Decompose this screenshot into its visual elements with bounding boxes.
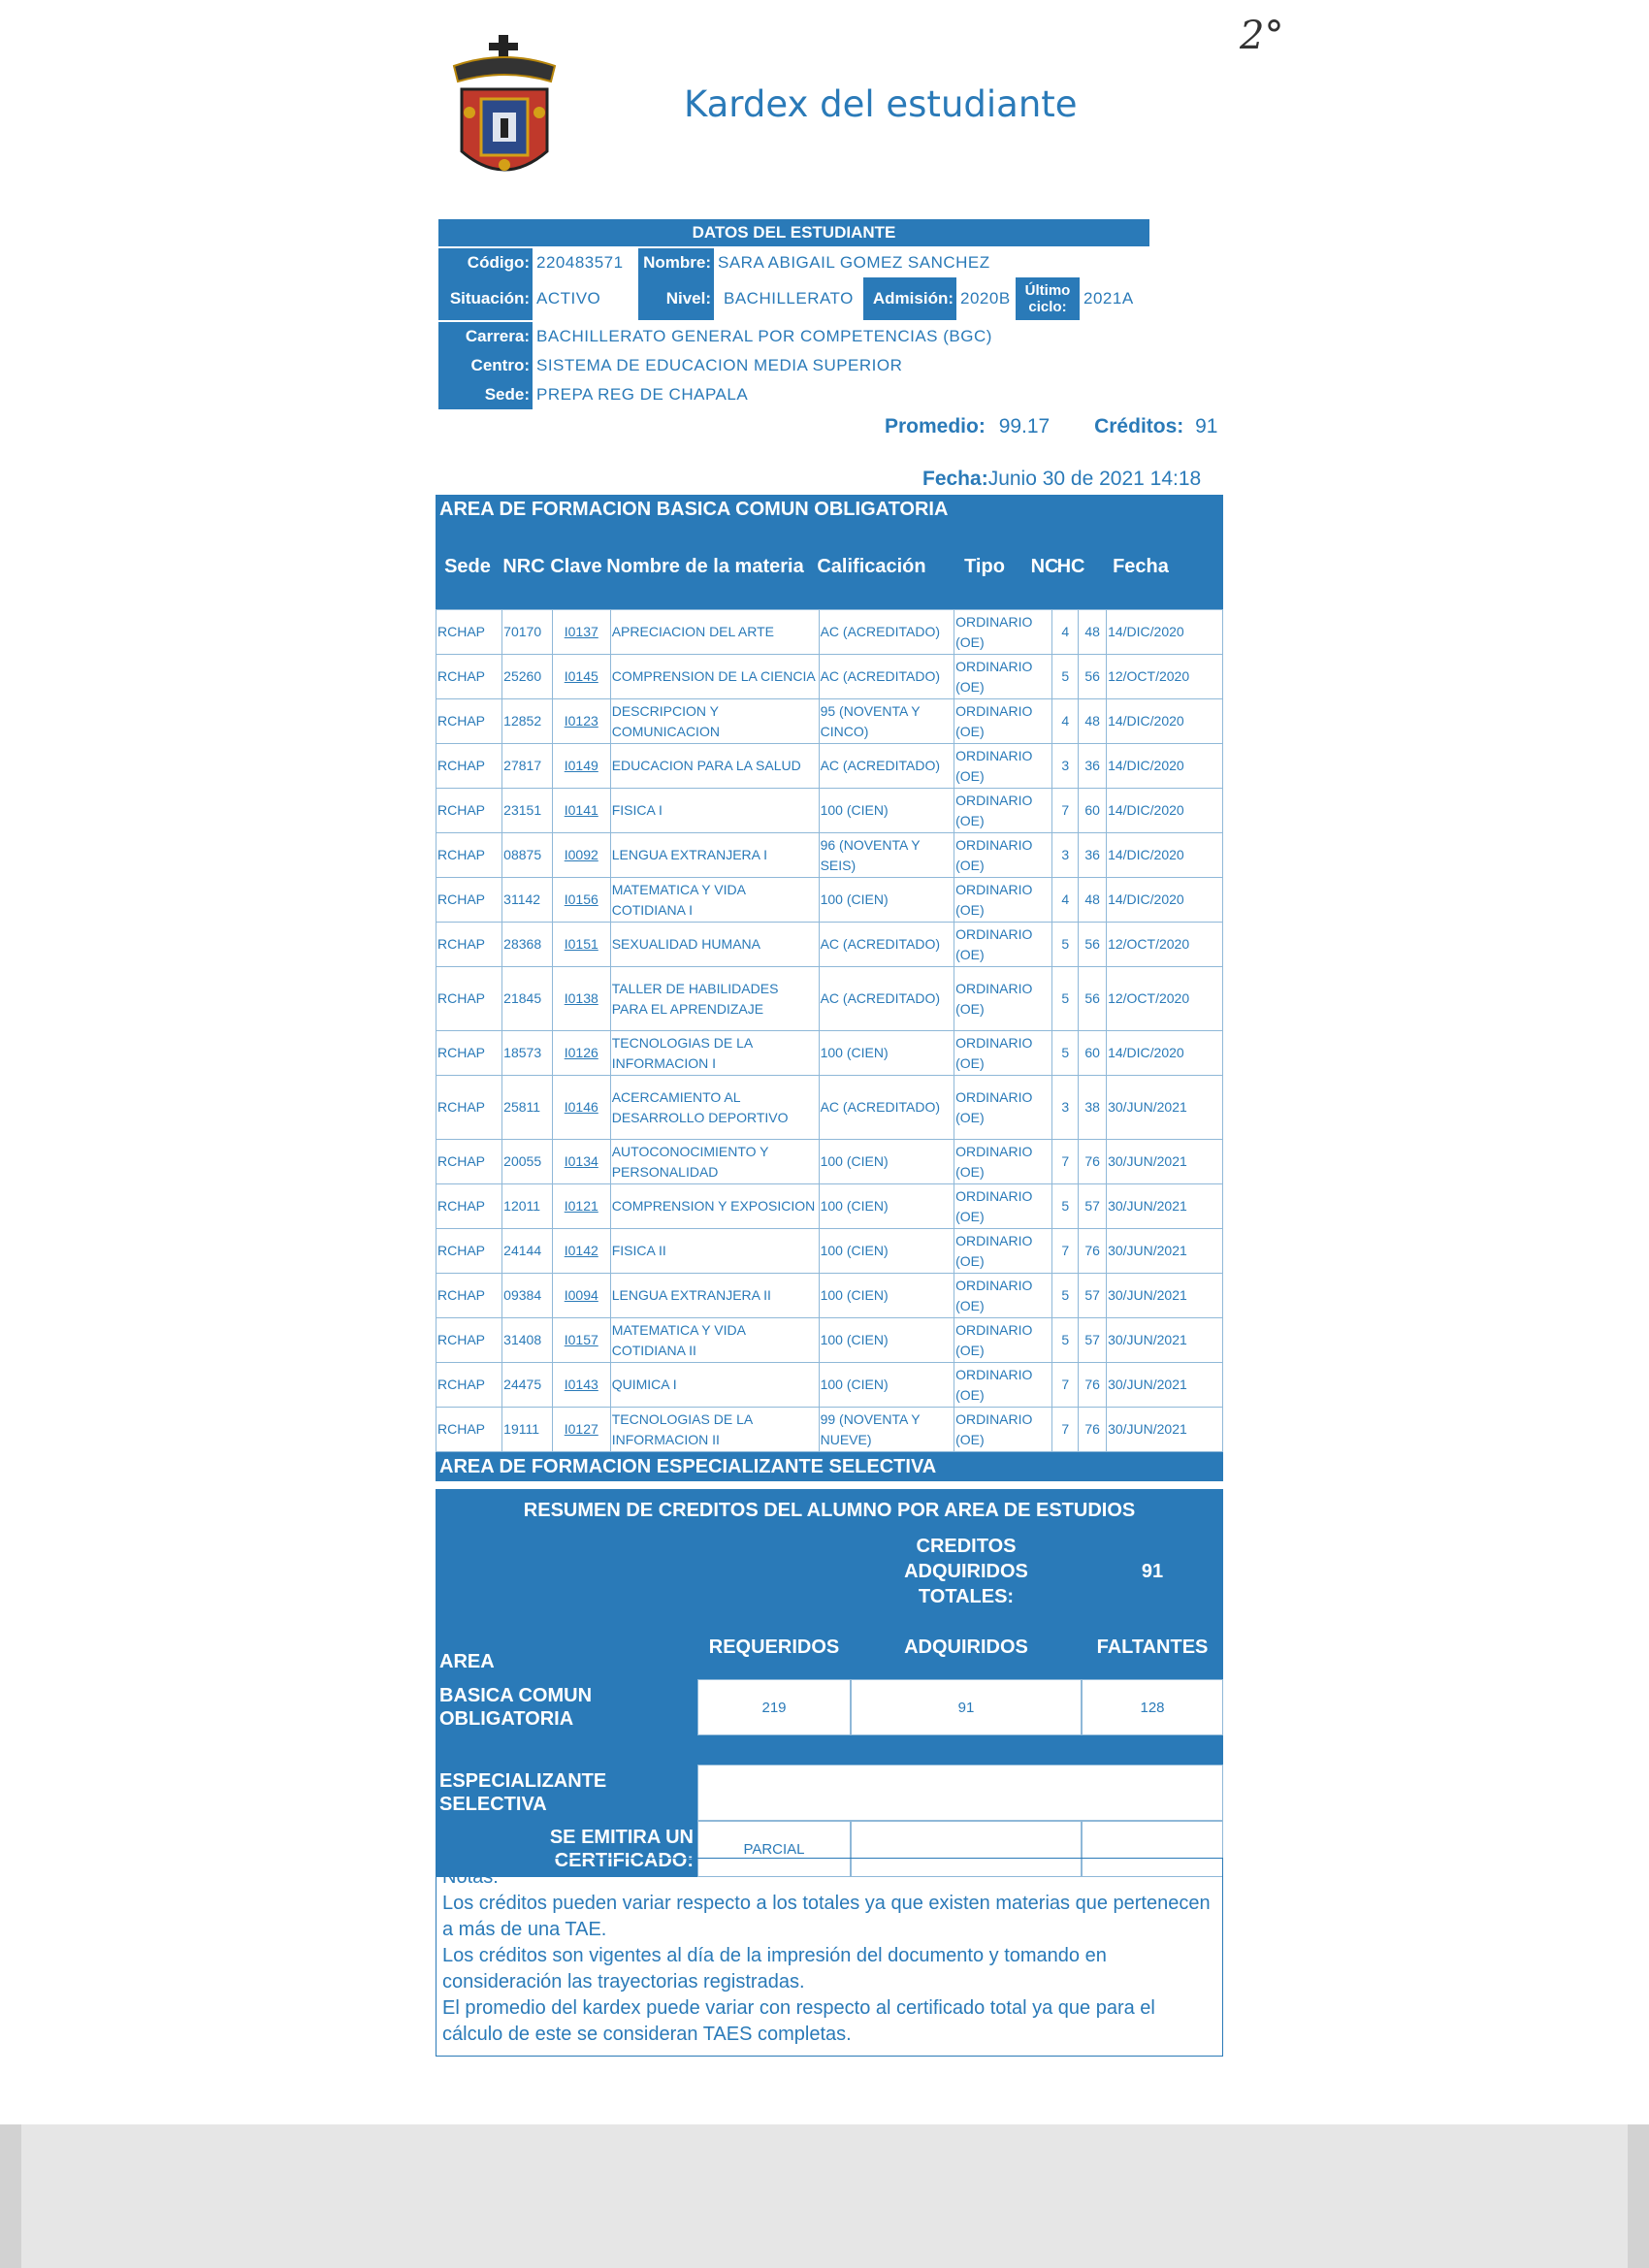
table-row (436, 1363, 1223, 1408)
cell-fecha: 30/JUN/2021 (1107, 1318, 1223, 1363)
cell-nc: 4 (1052, 878, 1079, 923)
cell-nombre: DESCRIPCION Y COMUNICACION (610, 699, 819, 744)
cell-tipo: ORDINARIO (OE) (954, 967, 1052, 1031)
cell-tipo: ORDINARIO (OE) (954, 1140, 1052, 1184)
cell-nc: 5 (1052, 1318, 1079, 1363)
cell-tipo: ORDINARIO (OE) (954, 1274, 1052, 1318)
promedio-line (885, 415, 1217, 438)
cell-clave[interactable]: I0123 (552, 699, 610, 744)
cell-sede: RCHAP (436, 1076, 502, 1140)
col-calificacion: Calificación (817, 556, 926, 577)
cell-calificacion: AC (ACREDITADO) (819, 923, 954, 967)
notes-title: Notas: (442, 1866, 499, 1888)
cell-fecha: 14/DIC/2020 (1107, 789, 1223, 833)
cell-nrc: 12852 (502, 699, 553, 744)
nombre-label: Nombre: (638, 248, 714, 277)
certificado-label: SE EMITIRA UN CERTIFICADO: (436, 1821, 697, 1877)
cell-clave[interactable]: I0146 (552, 1076, 610, 1140)
cell-hc: 57 (1079, 1184, 1107, 1229)
cell-sede: RCHAP (436, 1184, 502, 1229)
carrera-value: BACHILLERATO GENERAL POR COMPETENCIAS (BGC) (536, 327, 992, 345)
cell-sede: RCHAP (436, 1229, 502, 1274)
cell-nrc: 27817 (502, 744, 553, 789)
cell-calificacion: 100 (CIEN) (819, 1140, 954, 1184)
cell-nrc: 19111 (502, 1408, 553, 1452)
cell-clave[interactable]: I0151 (552, 923, 610, 967)
certificado-value: PARCIAL (697, 1821, 851, 1877)
especializante-label: ESPECIALIZANTE SELECTIVA (436, 1765, 697, 1821)
cell-nc: 3 (1052, 1076, 1079, 1140)
notes-box (436, 1858, 1223, 2057)
cell-nrc: 08875 (502, 833, 553, 878)
cell-calificacion: 100 (CIEN) (819, 1318, 954, 1363)
cell-sede: RCHAP (436, 789, 502, 833)
cell-calificacion: AC (ACREDITADO) (819, 655, 954, 699)
cell-calificacion: 100 (CIEN) (819, 1229, 954, 1274)
cell-calificacion: 100 (CIEN) (819, 1031, 954, 1076)
table-row (436, 1140, 1223, 1184)
cell-fecha: 14/DIC/2020 (1107, 833, 1223, 878)
cell-nrc: 70170 (502, 610, 553, 655)
cell-sede: RCHAP (436, 1318, 502, 1363)
table-row (436, 699, 1223, 744)
cell-nc: 7 (1052, 1408, 1079, 1452)
nivel-label: Nivel: (638, 277, 714, 320)
cell-fecha: 30/JUN/2021 (1107, 1408, 1223, 1452)
cell-clave[interactable]: I0142 (552, 1229, 610, 1274)
codigo-value: 220483571 (536, 253, 624, 272)
cell-calificacion: AC (ACREDITADO) (819, 744, 954, 789)
cell-nc: 5 (1052, 1184, 1079, 1229)
requeridos-label: REQUERIDOS (697, 1615, 851, 1679)
cell-hc: 48 (1079, 610, 1107, 655)
cell-nc: 5 (1052, 1031, 1079, 1076)
cell-clave[interactable]: I0149 (552, 744, 610, 789)
note-line: Los créditos pueden variar respecto a los totales ya que existen materias que pertenecen a más de una TAE. (442, 1893, 1211, 1940)
table-row (436, 1229, 1223, 1274)
cell-clave[interactable]: I0141 (552, 789, 610, 833)
centro-value: SISTEMA DE EDUCACION MEDIA SUPERIOR (536, 356, 903, 374)
table-row (436, 1031, 1223, 1076)
especializante-values (697, 1765, 1223, 1821)
creditos-label: Créditos: (1094, 415, 1184, 437)
cell-fecha: 14/DIC/2020 (1107, 699, 1223, 744)
cell-hc: 60 (1079, 789, 1107, 833)
cell-nrc: 24475 (502, 1363, 553, 1408)
cell-clave[interactable]: I0157 (552, 1318, 610, 1363)
admision-label: Admisión: (863, 277, 956, 320)
cell-calificacion: 100 (CIEN) (819, 1274, 954, 1318)
note-line: Los créditos son vigentes al día de la impresión del documento y tomando en consideración las trayectorias registradas. (442, 1945, 1107, 1993)
col-sede: Sede (444, 556, 491, 577)
basica-requeridos: 219 (697, 1679, 851, 1735)
cell-sede: RCHAP (436, 1408, 502, 1452)
cell-clave[interactable]: I0145 (552, 655, 610, 699)
ultimo-ciclo-value: 2021A (1083, 289, 1134, 308)
cell-tipo: ORDINARIO (OE) (954, 923, 1052, 967)
cell-tipo: ORDINARIO (OE) (954, 833, 1052, 878)
cell-sede: RCHAP (436, 1140, 502, 1184)
cell-clave[interactable]: I0137 (552, 610, 610, 655)
cell-nc: 5 (1052, 967, 1079, 1031)
cell-nrc: 28368 (502, 923, 553, 967)
cell-calificacion: 100 (CIEN) (819, 789, 954, 833)
cell-tipo: ORDINARIO (OE) (954, 1031, 1052, 1076)
cell-fecha: 30/JUN/2021 (1107, 1184, 1223, 1229)
cell-hc: 76 (1079, 1229, 1107, 1274)
cell-nc: 3 (1052, 744, 1079, 789)
cell-nc: 5 (1052, 1274, 1079, 1318)
courses-table (436, 495, 1223, 1481)
cell-nombre: MATEMATICA Y VIDA COTIDIANA I (610, 878, 819, 923)
cell-calificacion: AC (ACREDITADO) (819, 1076, 954, 1140)
fecha-label: Fecha: (922, 468, 988, 490)
cell-nc: 5 (1052, 655, 1079, 699)
cell-fecha: 30/JUN/2021 (1107, 1363, 1223, 1408)
cell-calificacion: 100 (CIEN) (819, 1184, 954, 1229)
cell-nc: 7 (1052, 1363, 1079, 1408)
scan-right-strip (1628, 2124, 1649, 2268)
cell-sede: RCHAP (436, 1363, 502, 1408)
cell-nrc: 24144 (502, 1229, 553, 1274)
fecha-value: Junio 30 de 2021 14:18 (987, 468, 1202, 490)
admision-value: 2020B (960, 289, 1011, 308)
cell-nombre: AUTOCONOCIMIENTO Y PERSONALIDAD (610, 1140, 819, 1184)
table-row (436, 1274, 1223, 1318)
cell-nombre: TALLER DE HABILIDADES PARA EL APRENDIZAJE (610, 967, 819, 1031)
cell-sede: RCHAP (436, 699, 502, 744)
totales-value: 91 (1082, 1528, 1223, 1615)
cell-clave[interactable]: I0138 (552, 967, 610, 1031)
cell-hc: 76 (1079, 1140, 1107, 1184)
sede-value: PREPA REG DE CHAPALA (536, 385, 749, 404)
cell-sede: RCHAP (436, 744, 502, 789)
cell-calificacion: AC (ACREDITADO) (819, 967, 954, 1031)
cell-fecha: 12/OCT/2020 (1107, 923, 1223, 967)
cell-fecha: 12/OCT/2020 (1107, 967, 1223, 1031)
cell-nc: 5 (1052, 923, 1079, 967)
col-nombre: Nombre de la materia (606, 556, 804, 577)
table-row (436, 1318, 1223, 1363)
carrera-label: Carrera: (438, 322, 533, 351)
table-row (436, 789, 1223, 833)
cell-fecha: 14/DIC/2020 (1107, 878, 1223, 923)
faltantes-label: FALTANTES (1082, 1615, 1223, 1679)
cell-fecha: 30/JUN/2021 (1107, 1274, 1223, 1318)
cell-nombre: QUIMICA I (610, 1363, 819, 1408)
note-line: El promedio del kardex puede variar con respecto al certificado total ya que para el cálculo de este se consideran TAES completas. (442, 1997, 1155, 2045)
cell-nombre: COMPRENSION DE LA CIENCIA (610, 655, 819, 699)
basica-adquiridos: 91 (851, 1679, 1082, 1735)
credits-summary (436, 1489, 1223, 1877)
cell-fecha: 30/JUN/2021 (1107, 1229, 1223, 1274)
centro-label: Centro: (438, 351, 533, 380)
cell-nc: 4 (1052, 699, 1079, 744)
courses-rows (436, 609, 1223, 1452)
cell-sede: RCHAP (436, 923, 502, 967)
fecha-line (922, 468, 1201, 491)
adquiridos-label: ADQUIRIDOS (851, 1615, 1082, 1679)
cell-hc: 56 (1079, 967, 1107, 1031)
promedio-label: Promedio: (885, 415, 986, 437)
cell-tipo: ORDINARIO (OE) (954, 789, 1052, 833)
col-clave: Clave (550, 556, 602, 577)
col-hc: HC (1056, 556, 1085, 577)
cell-hc: 38 (1079, 1076, 1107, 1140)
cell-fecha: 30/JUN/2021 (1107, 1076, 1223, 1140)
cell-nombre: MATEMATICA Y VIDA COTIDIANA II (610, 1318, 819, 1363)
situacion-value: ACTIVO (536, 289, 601, 308)
cell-sede: RCHAP (436, 1031, 502, 1076)
basica-faltantes: 128 (1082, 1679, 1223, 1735)
cell-nombre: SEXUALIDAD HUMANA (610, 923, 819, 967)
cell-hc: 57 (1079, 1274, 1107, 1318)
cell-sede: RCHAP (436, 967, 502, 1031)
area-label: AREA (439, 1651, 495, 1672)
cell-tipo: ORDINARIO (OE) (954, 1408, 1052, 1452)
cell-hc: 36 (1079, 833, 1107, 878)
cell-tipo: ORDINARIO (OE) (954, 655, 1052, 699)
cell-nombre: APRECIACION DEL ARTE (610, 610, 819, 655)
cell-nombre: ACERCAMIENTO AL DESARROLLO DEPORTIVO (610, 1076, 819, 1140)
cell-fecha: 12/OCT/2020 (1107, 655, 1223, 699)
cell-tipo: ORDINARIO (OE) (954, 610, 1052, 655)
col-fecha: Fecha (1113, 556, 1169, 577)
handwritten-page-mark: 2° (1240, 14, 1284, 58)
cell-tipo: ORDINARIO (OE) (954, 744, 1052, 789)
table-row (436, 1076, 1223, 1140)
area2-title: AREA DE FORMACION ESPECIALIZANTE SELECTIVA (436, 1452, 1223, 1481)
cell-hc: 48 (1079, 699, 1107, 744)
cell-tipo: ORDINARIO (OE) (954, 1184, 1052, 1229)
cell-calificacion: 95 (NOVENTA Y CINCO) (819, 699, 954, 744)
cell-hc: 60 (1079, 1031, 1107, 1076)
cell-nc: 7 (1052, 1229, 1079, 1274)
cell-nombre: FISICA I (610, 789, 819, 833)
cell-nombre: LENGUA EXTRANJERA II (610, 1274, 819, 1318)
ultimo-ciclo-label: Último ciclo: (1016, 277, 1080, 320)
cell-clave[interactable]: I0143 (552, 1363, 610, 1408)
table-row (436, 967, 1223, 1031)
university-crest-logo (444, 35, 565, 188)
table-row (436, 1408, 1223, 1452)
col-nrc: NRC (502, 556, 545, 577)
cell-tipo: ORDINARIO (OE) (954, 1318, 1052, 1363)
cell-hc: 36 (1079, 744, 1107, 789)
cell-hc: 57 (1079, 1318, 1107, 1363)
basica-label: BASICA COMUN OBLIGATORIA (436, 1679, 697, 1735)
cell-nrc: 12011 (502, 1184, 553, 1229)
cell-calificacion: 100 (CIEN) (819, 1363, 954, 1408)
table-row (436, 1184, 1223, 1229)
cell-clave[interactable]: I0134 (552, 1140, 610, 1184)
cell-sede: RCHAP (436, 1274, 502, 1318)
cell-nrc: 31408 (502, 1318, 553, 1363)
cell-hc: 76 (1079, 1408, 1107, 1452)
cell-calificacion: AC (ACREDITADO) (819, 610, 954, 655)
cell-nombre: TECNOLOGIAS DE LA INFORMACION I (610, 1031, 819, 1076)
cell-fecha: 14/DIC/2020 (1107, 610, 1223, 655)
cell-nombre: LENGUA EXTRANJERA I (610, 833, 819, 878)
page-title: Kardex del estudiante (684, 83, 1078, 125)
cell-tipo: ORDINARIO (OE) (954, 878, 1052, 923)
cell-nc: 7 (1052, 789, 1079, 833)
codigo-label: Código: (438, 248, 533, 277)
cell-nrc: 31142 (502, 878, 553, 923)
cell-fecha: 30/JUN/2021 (1107, 1140, 1223, 1184)
cell-tipo: ORDINARIO (OE) (954, 1076, 1052, 1140)
cell-nrc: 23151 (502, 789, 553, 833)
nivel-value: BACHILLERATO (724, 289, 854, 308)
table-row (436, 878, 1223, 923)
cell-tipo: ORDINARIO (OE) (954, 699, 1052, 744)
situacion-label: Situación: (438, 277, 533, 320)
table-row (436, 655, 1223, 699)
cell-sede: RCHAP (436, 833, 502, 878)
cell-nombre: FISICA II (610, 1229, 819, 1274)
table-row (436, 923, 1223, 967)
cell-nc: 3 (1052, 833, 1079, 878)
cell-clave[interactable]: I0094 (552, 1274, 610, 1318)
col-tipo: Tipo (964, 556, 1005, 577)
cell-sede: RCHAP (436, 655, 502, 699)
cell-hc: 76 (1079, 1363, 1107, 1408)
cell-nrc: 18573 (502, 1031, 553, 1076)
cell-tipo: ORDINARIO (OE) (954, 1229, 1052, 1274)
nombre-value: SARA ABIGAIL GOMEZ SANCHEZ (718, 253, 990, 272)
scan-bottom-edge (0, 2124, 1649, 2268)
cell-hc: 48 (1079, 878, 1107, 923)
cell-calificacion: 99 (NOVENTA Y NUEVE) (819, 1408, 954, 1452)
cell-nrc: 20055 (502, 1140, 553, 1184)
table-row (436, 744, 1223, 789)
cell-calificacion: 96 (NOVENTA Y SEIS) (819, 833, 954, 878)
student-data-header: DATOS DEL ESTUDIANTE (438, 219, 1149, 246)
cell-clave[interactable]: I0121 (552, 1184, 610, 1229)
summary-title: RESUMEN DE CREDITOS DEL ALUMNO POR AREA DE ESTUDIOS (436, 1489, 1223, 1528)
cell-clave[interactable]: I0092 (552, 833, 610, 878)
cell-nombre: COMPRENSION Y EXPOSICION (610, 1184, 819, 1229)
student-data-panel (438, 219, 1149, 409)
cell-fecha: 14/DIC/2020 (1107, 744, 1223, 789)
scan-left-strip (0, 2124, 21, 2268)
cell-tipo: ORDINARIO (OE) (954, 1363, 1052, 1408)
cell-nrc: 21845 (502, 967, 553, 1031)
cell-nrc: 25811 (502, 1076, 553, 1140)
cell-clave[interactable]: I0156 (552, 878, 610, 923)
cell-hc: 56 (1079, 923, 1107, 967)
table-row (436, 610, 1223, 655)
cell-nrc: 25260 (502, 655, 553, 699)
cell-fecha: 14/DIC/2020 (1107, 1031, 1223, 1076)
cell-clave[interactable]: I0127 (552, 1408, 610, 1452)
cell-nrc: 09384 (502, 1274, 553, 1318)
cell-nc: 4 (1052, 610, 1079, 655)
sede-label: Sede: (438, 380, 533, 409)
cell-sede: RCHAP (436, 878, 502, 923)
cell-clave[interactable]: I0126 (552, 1031, 610, 1076)
cell-nc: 7 (1052, 1140, 1079, 1184)
cell-hc: 56 (1079, 655, 1107, 699)
promedio-value: 99.17 (998, 415, 1051, 437)
cell-nombre: EDUCACION PARA LA SALUD (610, 744, 819, 789)
cell-nombre: TECNOLOGIAS DE LA INFORMACION II (610, 1408, 819, 1452)
cell-sede: RCHAP (436, 610, 502, 655)
table-row (436, 833, 1223, 878)
cell-calificacion: 100 (CIEN) (819, 878, 954, 923)
creditos-value: 91 (1195, 415, 1218, 437)
col-nc: NC (1030, 556, 1059, 577)
table-header (436, 524, 1223, 609)
area1-title: AREA DE FORMACION BASICA COMUN OBLIGATORIA (436, 495, 1223, 524)
totales-label: CREDITOS ADQUIRIDOS TOTALES: (851, 1528, 1082, 1615)
